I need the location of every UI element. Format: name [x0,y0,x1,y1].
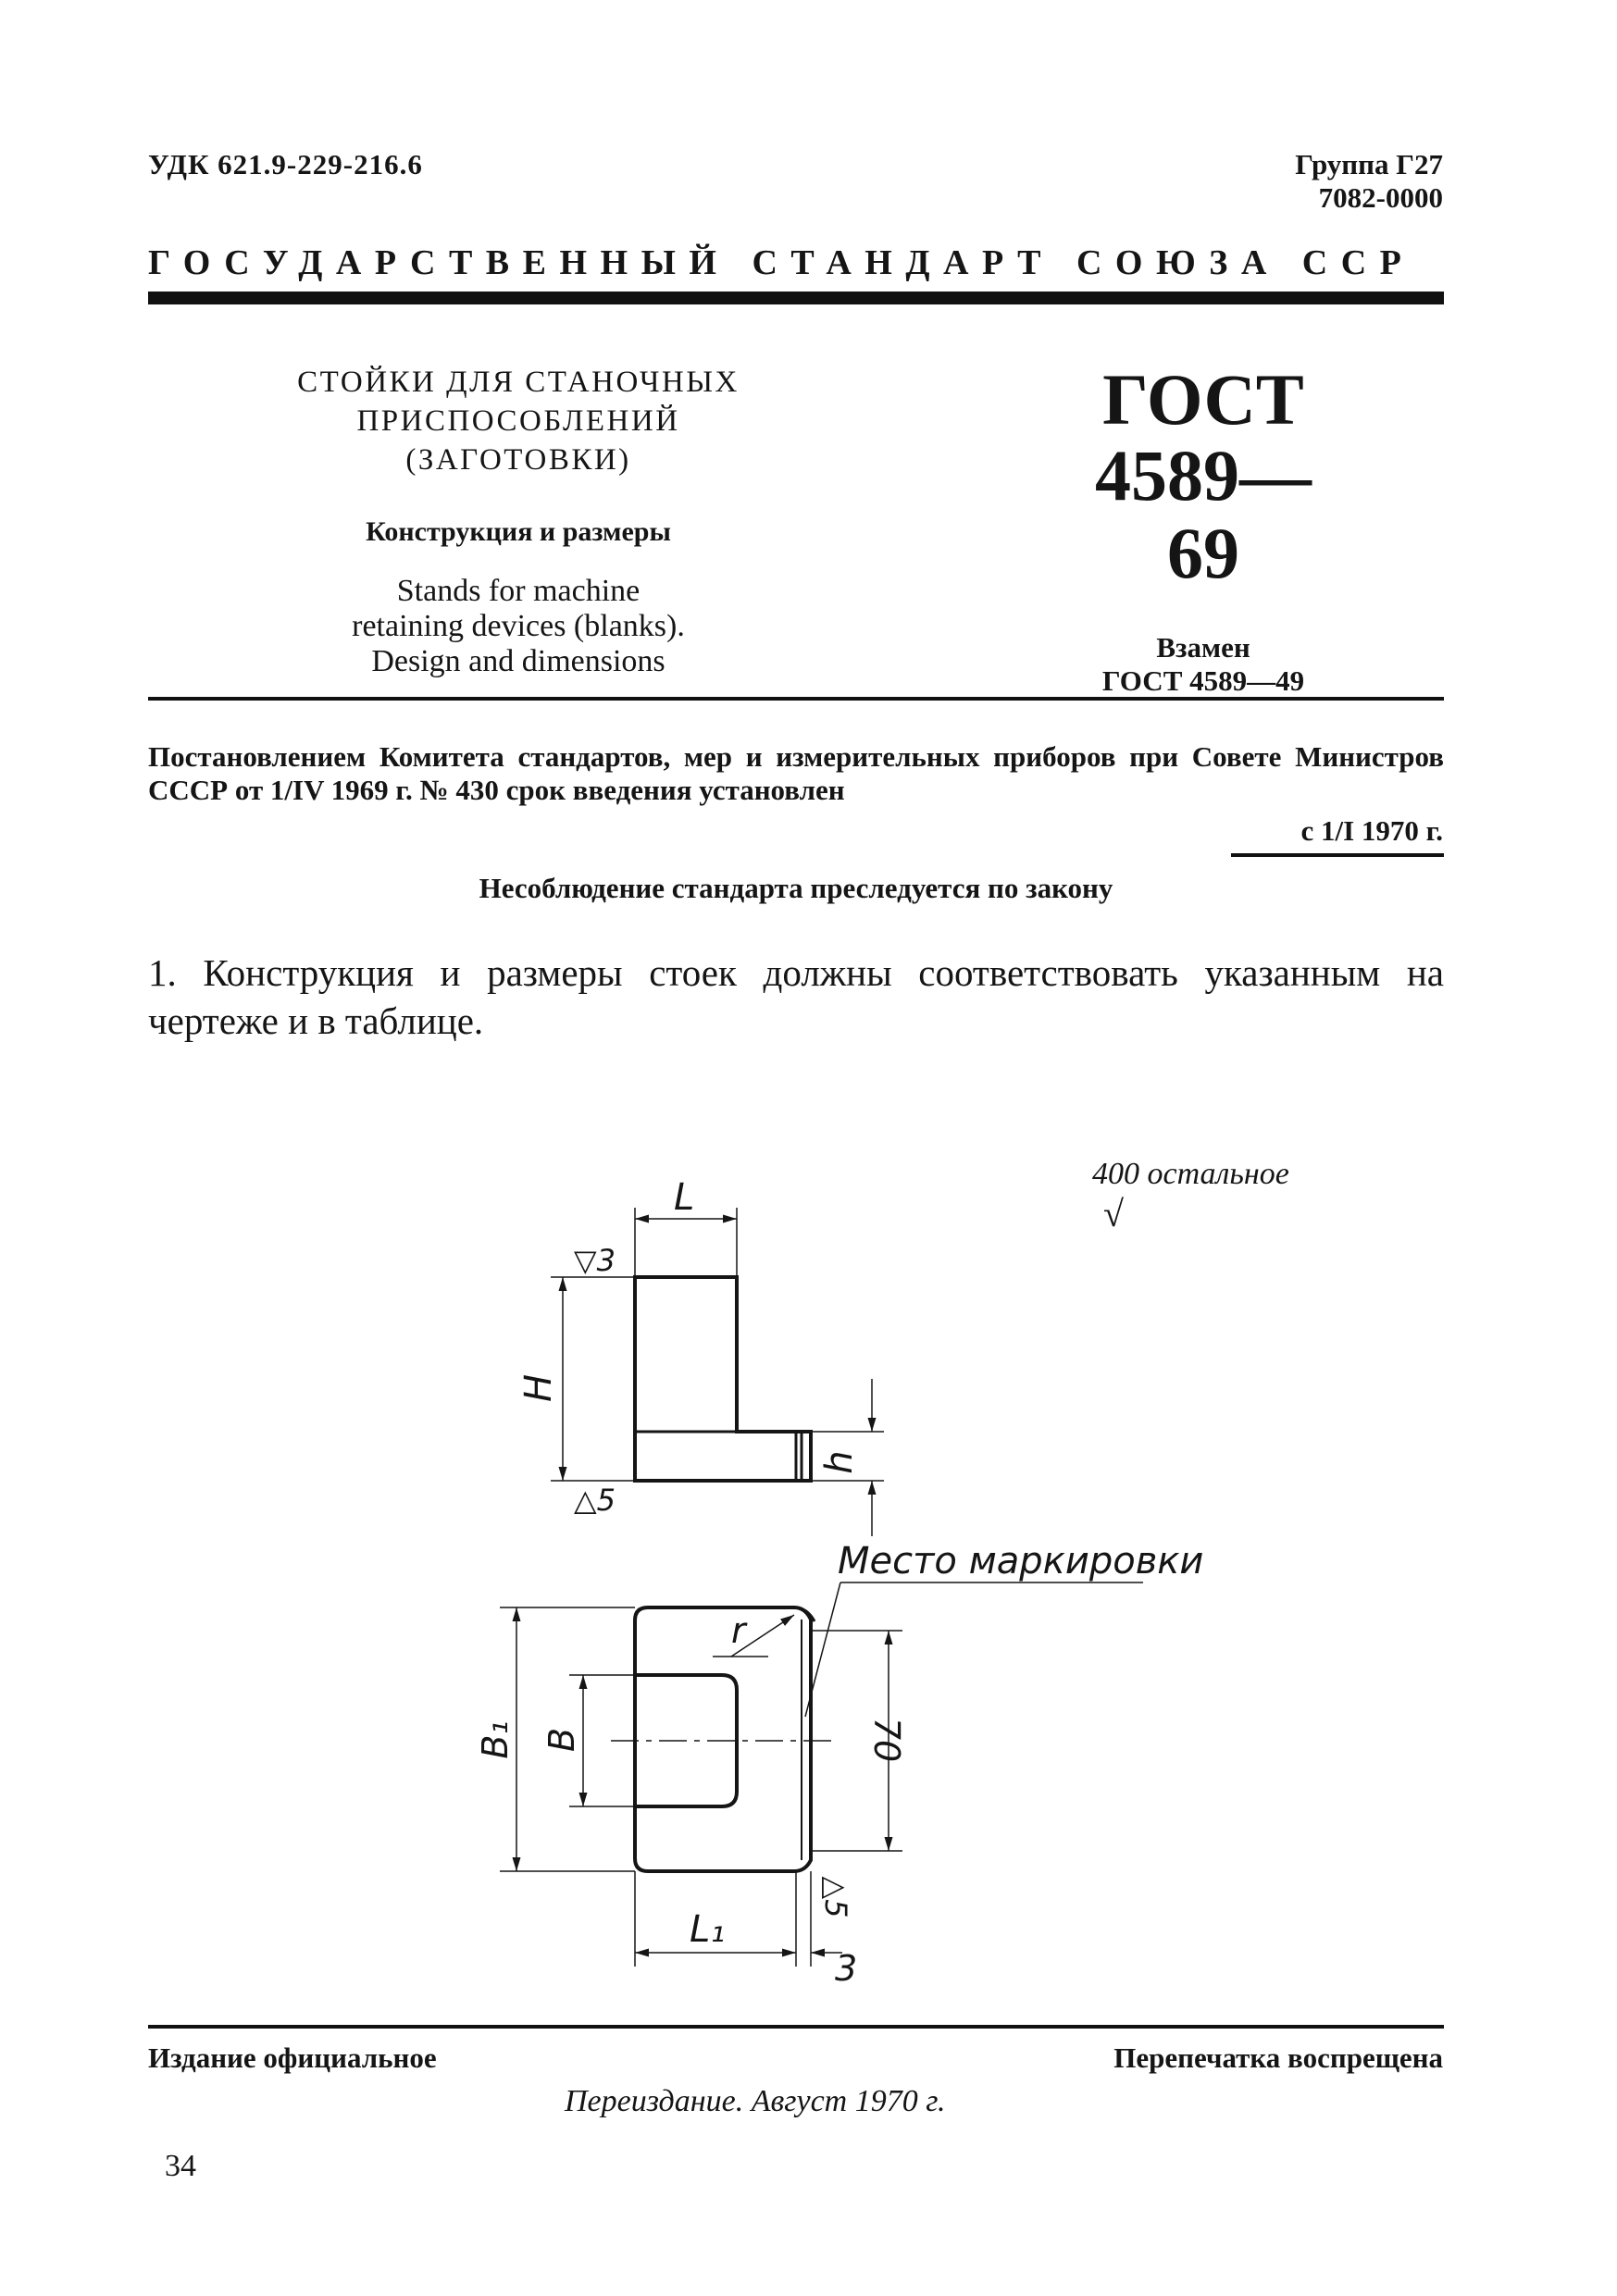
replaces-number: ГОСТ 4589—49 [1101,664,1305,697]
decree-date: с 1/I 1970 г. [1300,814,1443,847]
law-notice: Несоблюдение стандарта преследуется по закону [479,872,1113,904]
label-finish-side: △5 [818,1876,853,1918]
footer-divider [148,2025,1444,2029]
label-finish-bottom: △5 [574,1483,616,1518]
subtitle-ru: Конструкция и размеры [366,516,671,547]
label-L: L [674,1176,695,1219]
label-B: B [541,1727,582,1753]
label-h: h [818,1450,861,1474]
gost-label: ГОСТ [1102,359,1304,440]
udk-code: УДК 621.9-229-216.6 [148,148,423,180]
label-L1: L₁ [690,1908,726,1951]
label-r: r [731,1610,746,1651]
roughness-check-icon: √ [1103,1193,1124,1235]
edition-note: Издание официальное [148,2042,437,2074]
state-standard-heading: ГОСУДАРСТВЕННЫЙ СТАНДАРТ СОЮЗА ССР [148,243,1415,282]
title-ru-line-1: СТОЙКИ ДЛЯ СТАНОЧНЫХ ПРИСПОСОБЛЕНИЙ [297,366,740,438]
label-3: 3 [835,1948,858,1989]
label-B1: B₁ [475,1720,516,1759]
title-ru-line-2: (ЗАГОТОВКИ) [405,443,631,477]
group-line-2: 7082-0000 [1318,181,1443,214]
decree-text: Постановлением Комитета стандартов, мер и измерительных приборов при Совете Министров СССР от 1/IV 1969 г. № 430 срок введения установлен [148,740,1444,806]
side-view-outline [635,1277,811,1481]
label-H: H [517,1373,560,1403]
marking-label: Место маркировки [838,1540,1204,1582]
reissue-note: Переиздание. Август 1970 г. [565,2084,946,2118]
top-view-outline [635,1607,811,1871]
reprint-note: Перепечатка воспрещена [1113,2042,1443,2074]
title-en-line-3: Design and dimensions [371,644,665,678]
title-en-line-1: Stands for machine [396,574,641,608]
label-70: 70 [866,1717,907,1763]
replaces-label: Взамен [1156,631,1250,664]
title-en-line-2: retaining devices (blanks). [352,609,685,643]
paragraph-1: 1. Конструкция и размеры стоек должны соответствовать указанным на чертеже и в таблице. [148,951,1444,1042]
gost-number: 4589—69 [1095,435,1312,593]
group-line-1: Группа Г27 [1295,148,1443,180]
page-number: 34 [165,2149,196,2183]
roughness-note-text: 400 остальное [1092,1157,1289,1191]
label-finish-top: ▽3 [574,1243,616,1278]
